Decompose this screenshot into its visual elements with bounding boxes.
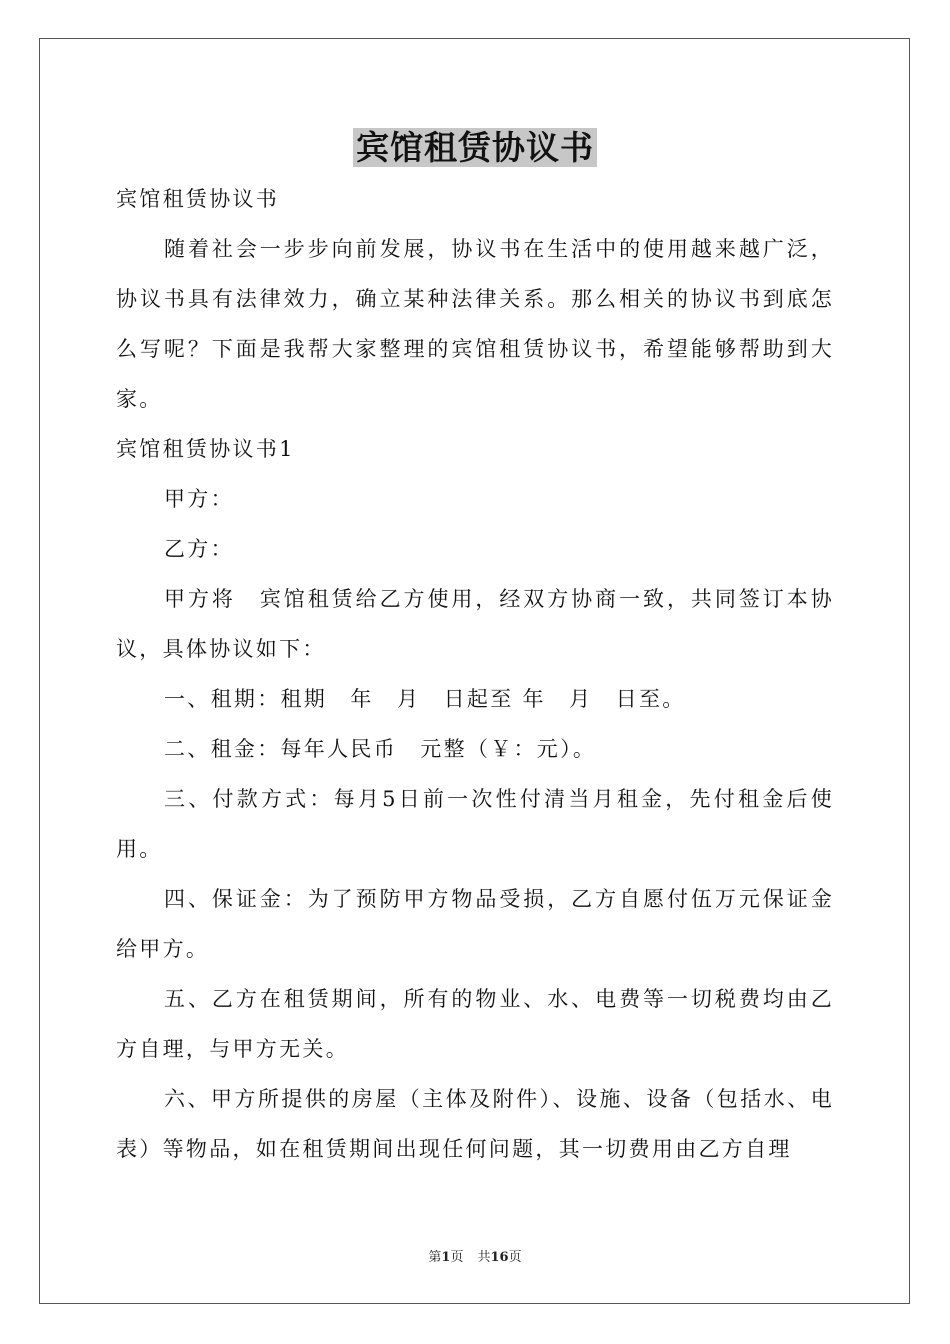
paragraph: 三、付款方式：每月5日前一次性付清当月租金，先付租金后使用。: [116, 787, 834, 861]
page-footer: [0, 1246, 950, 1265]
footer-total-pages: 16: [490, 1250, 509, 1265]
paragraph: 乙方：: [164, 537, 234, 561]
paragraph: 随着社会一步步向前发展，协议书在生活中的使用越来越广泛，协议书具有法律效力，确立某种法律关系。那么相关的协议书到底怎么写呢？下面是我帮大家整理的宾馆租赁协议书，希望能够帮助到大家。: [116, 237, 834, 411]
document-body: [116, 174, 834, 1174]
paragraph: 六、甲方所提供的房屋（主体及附件）、设施、设备（包括水、电表）等物品，如在租赁期间出现任何问题，其一切费用由乙方自理: [116, 1087, 834, 1161]
document-title-text: 宾馆租赁协议书: [353, 128, 597, 167]
document-title: [0, 128, 950, 168]
paragraph: 一、租期：租期 年 月 日起至 年 月 日至。: [164, 687, 686, 711]
paragraph: 宾馆租赁协议书1: [116, 437, 295, 461]
paragraph: 甲方将 宾馆租赁给乙方使用，经双方协商一致，共同签订本协议，具体协议如下：: [116, 587, 834, 661]
paragraph: 二、租金：每年人民币 元整（￥：元）。: [164, 737, 597, 761]
paragraph: 五、乙方在租赁期间，所有的物业、水、电费等一切税费均由乙方自理，与甲方无关。: [116, 987, 834, 1061]
paragraph: 宾馆租赁协议书: [116, 187, 280, 211]
paragraph: 四、保证金：为了预防甲方物品受损，乙方自愿付伍万元保证金给甲方。: [116, 887, 834, 961]
footer-page-prefix: 第: [428, 1250, 442, 1265]
footer-page-suffix: 页: [450, 1250, 464, 1265]
footer-page-number: 1: [441, 1250, 451, 1265]
paragraph: 甲方：: [164, 487, 234, 511]
footer-total-prefix: 共: [477, 1250, 491, 1265]
footer-total-suffix: 页: [508, 1250, 522, 1265]
